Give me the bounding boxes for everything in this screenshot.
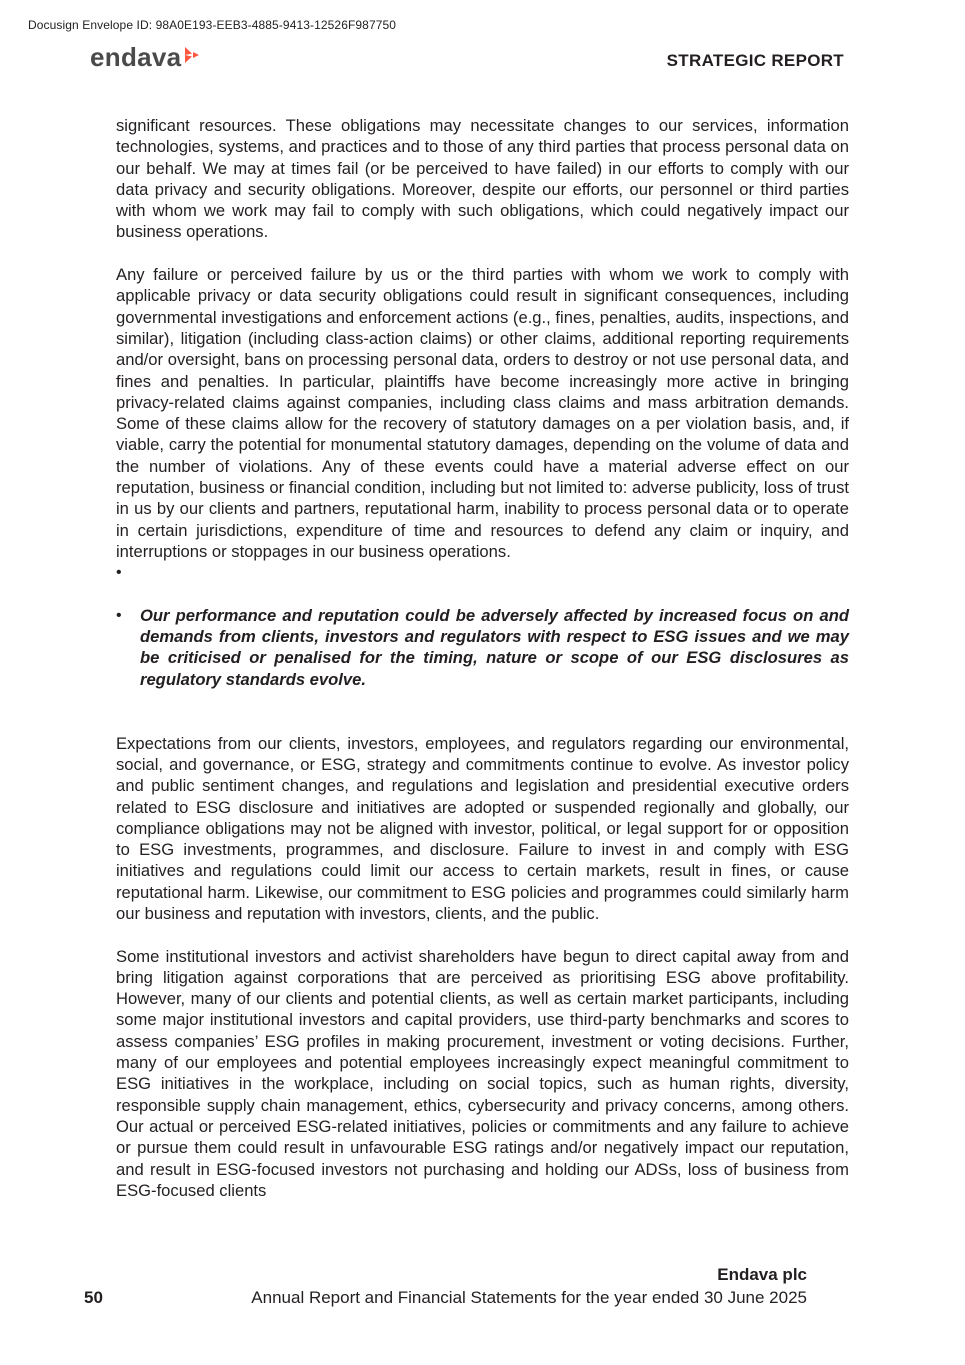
empty-bullet-item xyxy=(116,562,849,583)
docusign-envelope-id: Docusign Envelope ID: 98A0E193-EEB3-4885-9413-12526F987750 xyxy=(28,18,397,32)
footer-report-title: Annual Report and Financial Statements for the year ended 30 June 2025 xyxy=(251,1288,807,1307)
body-paragraph: Expectations from our clients, investors, employees, and regulators regarding our environmental, social, and governance, or ESG, strategy and commitments continue to evolve. As investor policy and public sentiment changes, and regulations and legislation and presidential executive orders related to ESG disclosure and initiatives are adopted or suspended regionally and globally, our compliance obligations may not be aligned with investor, political, or legal support for or opposition to ESG investments, programmes, and disclosure. Failure to invest in and comply with ESG initiatives and regulations could limit our access to certain markets, result in fines, or cause reputational harm. Likewise, our commitment to ESG policies and programmes could similarly harm our business and reputation with investors, clients, and the public. xyxy=(116,733,849,923)
body-paragraph: Some institutional investors and activist shareholders have begun to direct capital away from and bring litigation against corporations that are perceived as prioritising ESG above profitability. However, many of our clients and potential clients, as well as certain market participants, including some major institutional investors and capital providers, use third-party benchmarks and scores to assess companies’ ESG profiles in making procurement, investment or voting decisions. Further, many of our employees and potential employees increasingly expect meaningful commitment to ESG initiatives in the workplace, including on social topics, such as human rights, diversity, responsible supply chain management, ethics, cybersecurity and privacy concerns, among others. Our actual or perceived ESG-related initiatives, policies or commitments and any failure to achieve or pursue them could result in unfavourable ESG ratings and/or negatively impact our reputation, and result in ESG-focused investors not purchasing and holding our ADSs, loss of business from ESG-focused clients xyxy=(116,946,849,1200)
endava-chevron-mark-icon xyxy=(183,45,201,70)
body-paragraph: significant resources. These obligations may necessitate changes to our services, information technologies, systems, and practices and to those of any third parties that process personal data on our behalf. We may at times fail (or be perceived to have failed) in our efforts to comply with our data privacy and security obligations. Moreover, despite our efforts, our personnel or third parties with whom we work may fail to comply with such obligations, which could negatively impact our business operations. xyxy=(116,116,849,242)
section-title: STRATEGIC REPORT xyxy=(666,51,844,70)
logo-wordmark: endava xyxy=(90,42,182,72)
page-number: 50 xyxy=(84,1288,103,1307)
risk-heading: Our performance and reputation could be adversely affected by increased focus on and demands from clients, investors and regulators with respect to ESG issues and we may be criticised or penalised for the timing, nature or scope of our ESG disclosures as regulatory standards evolve. xyxy=(140,605,849,689)
page-body xyxy=(116,115,849,1201)
bullet-icon: • xyxy=(116,564,122,582)
endava-logo xyxy=(90,44,201,70)
footer-company-name: Endava plc xyxy=(717,1265,807,1284)
bullet-icon: • xyxy=(116,606,122,624)
risk-heading-bullet xyxy=(116,605,849,690)
body-paragraph: Any failure or perceived failure by us or the third parties with whom we work to comply with applicable privacy or data security obligations could result in significant consequences, including governmental investigations and enforcement actions (e.g., fines, penalties, audits, inspections, and similar), litigation (including class-action claims) or other claims, additional reporting requirements and/or oversight, bans on processing personal data, orders to destroy or not use personal data, and fines and penalties. In particular, plaintiffs have become increasingly more active in bringing privacy-related claims against companies, including class claims and mass arbitration demands. Some of these claims allow for the recovery of statutory damages on a per violation basis, and, if viable, carry the potential for monumental statutory damages, depending on the volume of data and the number of violations. Any of these events could have a material adverse effect on our reputation, business or financial condition, including but not limited to: adverse publicity, loss of trust in us by our clients and partners, reputational harm, inability to process personal data or to operate in certain jurisdictions, expenditure of time and resources to defend any claim or inquiry, and interruptions or stoppages in our business operations. xyxy=(116,265,849,561)
